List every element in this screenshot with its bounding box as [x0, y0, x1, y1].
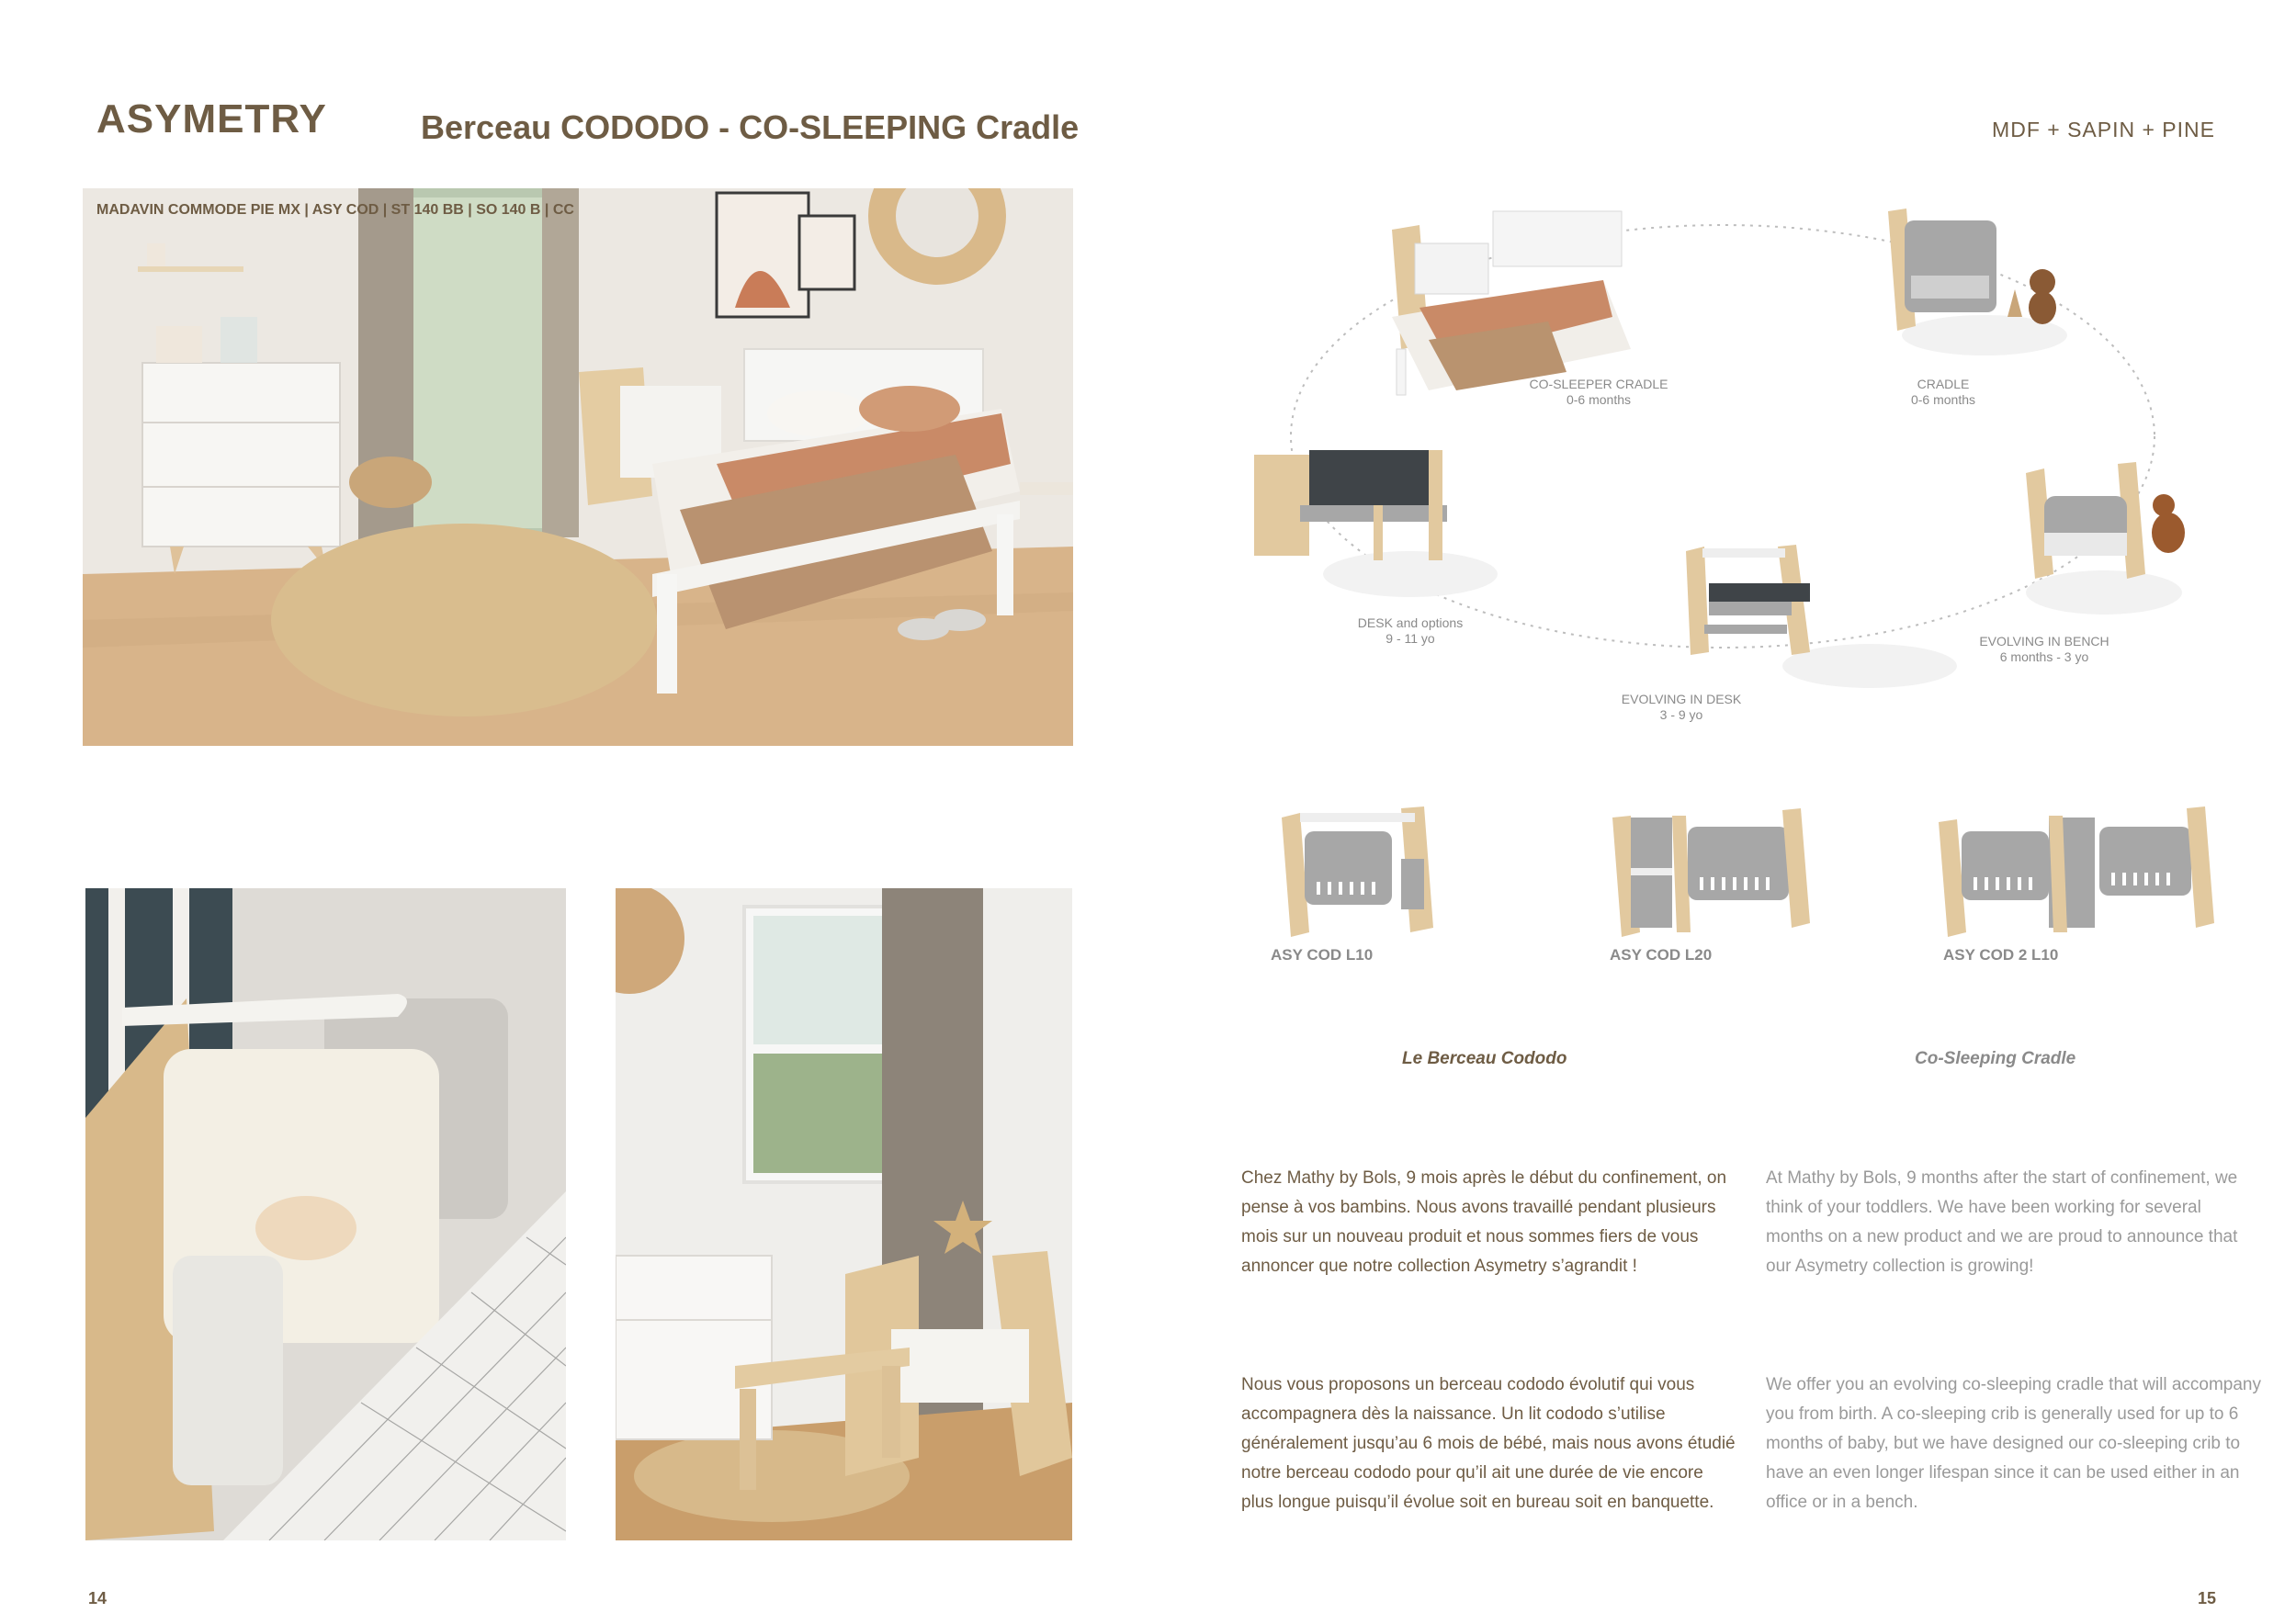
desk-room-illustration: [616, 888, 1072, 1540]
page-number-right: 15: [2198, 1589, 2217, 1607]
subtitle-en: Co-Sleeping Cradle: [1915, 1049, 2076, 1068]
subtitle-fr: Le Berceau Cododo: [1402, 1049, 1567, 1068]
evolving-bench-stage-icon: [2026, 462, 2185, 615]
bedroom-illustration: [83, 188, 1073, 746]
page-number-left: 14: [88, 1589, 107, 1607]
product-2-l10-image: [1929, 790, 2223, 946]
product-label-l20: ASY COD L20: [1610, 946, 1713, 964]
cradle-detail-illustration: [85, 888, 566, 1540]
product-l10-image: [1263, 790, 1447, 946]
stage-label-co-sleeper: CO-SLEEPER CRADLE 0-6 months: [1529, 377, 1668, 407]
co-sleeper-cradle-stage-icon: [1392, 211, 1631, 395]
evolution-diagram: [1245, 188, 2219, 739]
paragraph-fr-2: Nous vous proposons un berceau cododo évolutif qui vous accompagnera dès la naissance. Un lit cododo s’utilise généralement jusqu’au 6 mois de bébé, mais nous avons étudié notre berceau cododo pour qu’il ait une durée de vie encore plus longue puisqu’il évolue soit en bureau soit en banquette.: [1241, 1375, 1736, 1512]
brand-title: ASYMETRY: [96, 96, 327, 141]
paragraph-fr-1: Chez Mathy by Bols, 9 mois après le début du confinement, on pense à vos bambins. Nous avons travaillé pendant plusieurs mois sur un nouveau produit et nous sommes fiers de vous annoncer que notre collection Asymetry s’agrandit !: [1241, 1168, 1727, 1276]
stage-label-desk: DESK and options 9 - 11 yo: [1357, 615, 1464, 646]
stage-label-evolving-desk: EVOLVING IN DESK 3 - 9 yo: [1621, 692, 1742, 722]
product-variant-l10: [1263, 790, 1447, 946]
cradle-detail-photo: [85, 888, 566, 1540]
stage-label-cradle: CRADLE 0-6 months: [1910, 377, 1976, 407]
paragraph-en-2: We offer you an evolving co-sleeping cradle that will accompany you from birth. A co-sleeping crib is generally used for up to 6 months of baby, but we have designed our co-sleeping crib to have an even longer lifespan since it can be used either in an office or in a bench.: [1766, 1375, 2261, 1512]
page-title: Berceau CODODO - CO-SLEEPING Cradle: [421, 108, 1080, 146]
product-label-l10: ASY COD L10: [1271, 946, 1374, 964]
product-variant-2-l10: [1929, 790, 2223, 946]
photo-reference-caption: MADAVIN COMMODE PIE MX | ASY COD | ST 140 BB | SO 140 B | CC: [96, 202, 574, 218]
stage-label-evolving-bench: EVOLVING IN BENCH 6 months - 3 yo: [1979, 634, 2109, 664]
desk-stage-icon: [1254, 450, 1498, 597]
desk-room-photo: [616, 888, 1072, 1540]
product-l20-image: [1603, 790, 1815, 946]
main-bedroom-photo: [83, 188, 1073, 746]
product-variant-l20: [1603, 790, 1815, 946]
material-label: MDF + SAPIN + PINE: [1992, 118, 2215, 141]
product-label-2-l10: ASY COD 2 L10: [1943, 946, 2059, 964]
paragraph-en-1: At Mathy by Bols, 9 months after the start of confinement, we think of your toddlers. We have been working for several months on a new product and we are proud to announce that our Asymetry collection is growing!: [1766, 1168, 2238, 1276]
cradle-stage-icon: [1888, 209, 2067, 355]
evolving-desk-stage-icon: [1686, 545, 1957, 688]
